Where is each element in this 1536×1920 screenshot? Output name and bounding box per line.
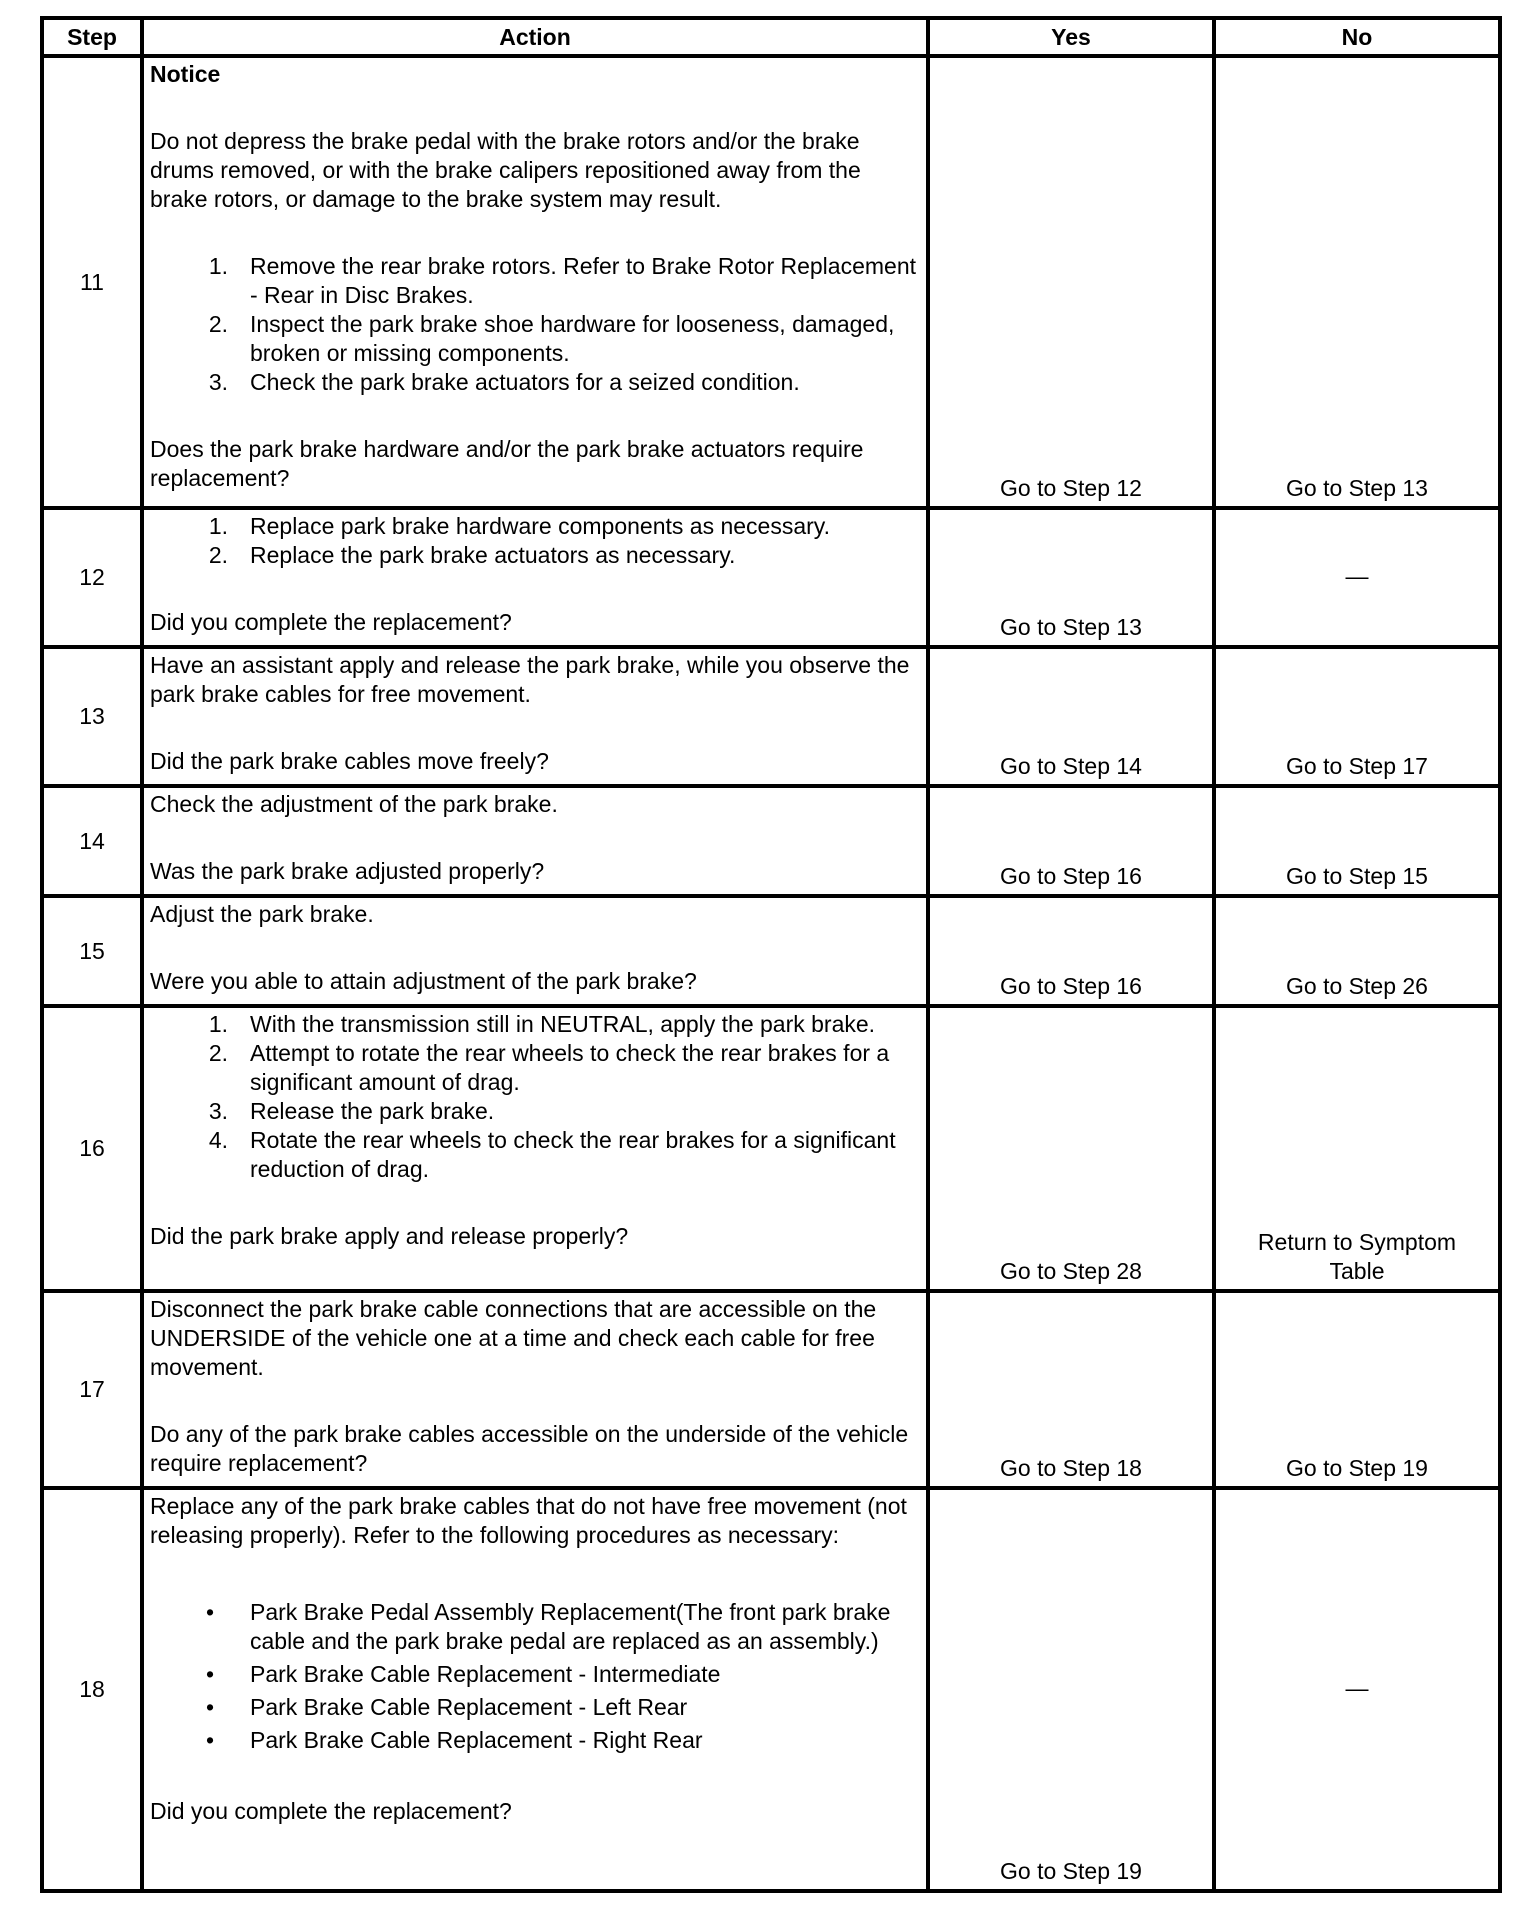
question-text: Do any of the park brake cables accessible on the underside of the vehicle require replacement? xyxy=(150,1421,909,1476)
list-text: Inspect the park brake shoe hardware for looseness, damaged, broken or missing components. xyxy=(250,311,895,366)
bullet-mark: • xyxy=(205,1599,215,1625)
no-result: Go to Step 19 xyxy=(1214,1291,1500,1488)
no-result: Go to Step 17 xyxy=(1214,647,1500,786)
list-text: Replace the park brake actuators as necessary. xyxy=(250,542,736,568)
bullet-mark: • xyxy=(205,1694,215,1720)
list-number: 1. xyxy=(208,513,228,539)
yes-result: Go to Step 16 xyxy=(928,896,1214,1006)
question-text: Was the park brake adjusted properly? xyxy=(150,858,545,884)
header-row xyxy=(42,18,1500,56)
list-item xyxy=(150,1726,918,1755)
yes-result: Go to Step 19 xyxy=(928,1488,1214,1891)
yes-result: Go to Step 13 xyxy=(928,508,1214,647)
list-item xyxy=(150,1126,918,1184)
question-text: Were you able to attain adjustment of the park brake? xyxy=(150,968,697,994)
step-number: 11 xyxy=(42,56,142,508)
list-text: Replace park brake hardware components as necessary. xyxy=(250,513,830,539)
step-number: 12 xyxy=(42,508,142,647)
list-item xyxy=(150,1598,918,1656)
table-row-step-13 xyxy=(42,647,1500,786)
action-cell xyxy=(142,786,928,896)
list-number: 2. xyxy=(208,311,228,337)
bullet-mark: • xyxy=(205,1661,215,1687)
header-action: Action xyxy=(142,18,928,56)
table-row-step-18 xyxy=(42,1488,1500,1891)
list-number: 3. xyxy=(208,369,228,395)
list-text: Park Brake Cable Replacement - Right Rear xyxy=(250,1727,703,1753)
no-result: Go to Step 13 xyxy=(1214,56,1500,508)
no-result: Go to Step 26 xyxy=(1214,896,1500,1006)
table-row-step-16 xyxy=(42,1006,1500,1291)
list-text: Release the park brake. xyxy=(250,1098,495,1124)
action-cell xyxy=(142,56,928,508)
header-yes: Yes xyxy=(928,18,1214,56)
question-text: Did the park brake apply and release properly? xyxy=(150,1223,629,1249)
action-cell xyxy=(142,1291,928,1488)
list-item xyxy=(150,541,918,570)
list-item xyxy=(150,1097,918,1126)
procedure-bullet-list xyxy=(150,1598,918,1755)
list-item xyxy=(150,1039,918,1097)
action-cell xyxy=(142,1488,928,1891)
no-result-text: Return to Symptom Table xyxy=(1257,1229,1457,1284)
no-result: — xyxy=(1214,508,1500,647)
list-text: Park Brake Pedal Assembly Replacement(The front park brake cable and the park brake pedal are replaced as an assembly.) xyxy=(250,1599,891,1654)
bullet-mark: • xyxy=(205,1727,215,1753)
list-text: Remove the rear brake rotors. Refer to Brake Rotor Replacement - Rear in Disc Brakes. xyxy=(250,253,917,308)
step-number: 15 xyxy=(42,896,142,1006)
action-cell xyxy=(142,508,928,647)
yes-result: Go to Step 12 xyxy=(928,56,1214,508)
action-cell xyxy=(142,647,928,786)
question-text: Did you complete the replacement? xyxy=(150,609,512,635)
list-text: Attempt to rotate the rear wheels to check the rear brakes for a significant amount of drag. xyxy=(250,1040,890,1095)
procedure-list xyxy=(150,512,918,570)
list-item xyxy=(150,1010,918,1039)
step-number: 17 xyxy=(42,1291,142,1488)
procedure-list xyxy=(150,1010,918,1184)
list-number: 2. xyxy=(208,1040,228,1066)
table-row-step-12 xyxy=(42,508,1500,647)
no-result: — xyxy=(1214,1488,1500,1891)
list-text: Check the park brake actuators for a seized condition. xyxy=(250,369,800,395)
action-cell xyxy=(142,896,928,1006)
step-number: 16 xyxy=(42,1006,142,1291)
action-text: Adjust the park brake. xyxy=(150,901,374,927)
action-text: Disconnect the park brake cable connections that are accessible on the UNDERSIDE of the vehicle one at a time and check each cable for free movement. xyxy=(150,1296,877,1380)
action-text: Check the adjustment of the park brake. xyxy=(150,791,558,817)
question-text: Did the park brake cables move freely? xyxy=(150,748,549,774)
action-text: Have an assistant apply and release the park brake, while you observe the park brake cables for free movement. xyxy=(150,652,910,707)
header-step: Step xyxy=(42,18,142,56)
list-text: Park Brake Cable Replacement - Intermediate xyxy=(250,1661,721,1687)
notice-title: Notice xyxy=(150,61,221,87)
list-item xyxy=(150,512,918,541)
list-number: 1. xyxy=(208,253,228,279)
list-number: 2. xyxy=(208,542,228,568)
no-result: Go to Step 15 xyxy=(1214,786,1500,896)
yes-result: Go to Step 14 xyxy=(928,647,1214,786)
list-item xyxy=(150,1693,918,1722)
step-number: 13 xyxy=(42,647,142,786)
step-number: 14 xyxy=(42,786,142,896)
yes-result: Go to Step 18 xyxy=(928,1291,1214,1488)
step-number: 18 xyxy=(42,1488,142,1891)
table-row-step-17 xyxy=(42,1291,1500,1488)
procedure-list xyxy=(150,252,918,397)
notice-body: Do not depress the brake pedal with the brake rotors and/or the brake drums removed, or with the brake calipers repositioned away from the brake rotors, or damage to the brake system may result. xyxy=(150,128,861,212)
list-item xyxy=(150,1660,918,1689)
list-text: With the transmission still in NEUTRAL, apply the park brake. xyxy=(250,1011,876,1037)
table-row-step-15 xyxy=(42,896,1500,1006)
list-number: 4. xyxy=(208,1127,228,1153)
list-item xyxy=(150,310,918,368)
no-result xyxy=(1214,1006,1500,1291)
list-item xyxy=(150,252,918,310)
header-no: No xyxy=(1214,18,1500,56)
yes-result: Go to Step 28 xyxy=(928,1006,1214,1291)
list-item xyxy=(150,368,918,397)
diagnostic-table xyxy=(40,16,1502,1893)
list-text: Rotate the rear wheels to check the rear brakes for a significant reduction of drag. xyxy=(250,1127,896,1182)
question-text: Did you complete the replacement? xyxy=(150,1798,512,1824)
list-number: 1. xyxy=(208,1011,228,1037)
list-number: 3. xyxy=(208,1098,228,1124)
table-row-step-14 xyxy=(42,786,1500,896)
yes-result: Go to Step 16 xyxy=(928,786,1214,896)
table-row-step-11 xyxy=(42,56,1500,508)
action-text: Replace any of the park brake cables that do not have free movement (not releasing properly). Refer to the following procedures as necessary: xyxy=(150,1493,907,1548)
list-text: Park Brake Cable Replacement - Left Rear xyxy=(250,1694,688,1720)
question-text: Does the park brake hardware and/or the park brake actuators require replacement? xyxy=(150,436,864,491)
action-cell xyxy=(142,1006,928,1291)
